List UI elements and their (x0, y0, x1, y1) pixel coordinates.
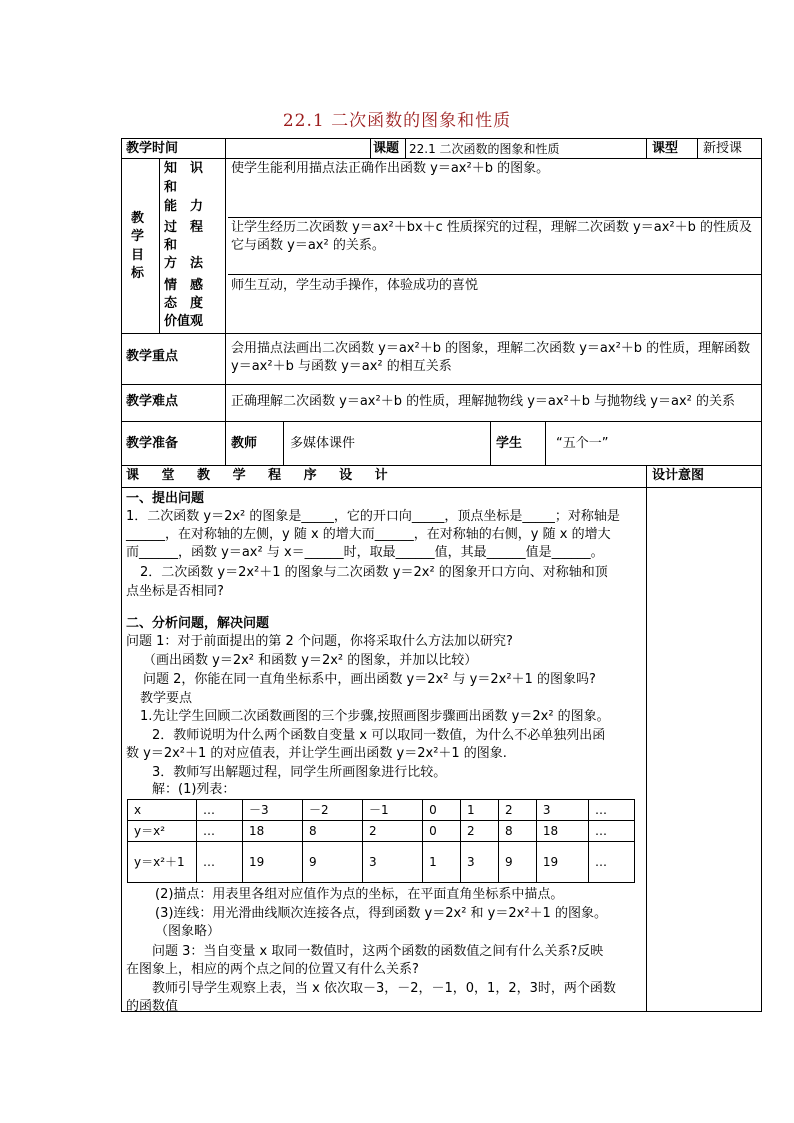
objective-process-text: 让学生经历二次函数 y＝ax²＋bx＋c 性质探究的过程，理解二次函数 y＝ax²＋b 的性质及它与函数 y＝ax² 的关系。 (231, 220, 753, 253)
student-label: 学生 (496, 436, 523, 451)
body-text: 2．教师说明为什么两个函数自变量 x 可以取同一数值，为什么不必单独列出函 (152, 728, 606, 743)
table-cell: 8 (498, 821, 536, 842)
objective-label-knowledge: 知 识 (164, 161, 204, 176)
table-cell: 18 (242, 821, 302, 842)
table-cell: y＝x² (128, 821, 197, 842)
body-text: 解：(1)列表： (152, 782, 236, 797)
row-divider (121, 465, 762, 466)
table-row (128, 800, 635, 821)
table-cell: … (588, 821, 634, 842)
table-cell: 19 (536, 842, 588, 883)
preparation-label: 教学准备 (126, 436, 179, 451)
objective-label-knowledge: 能 力 (164, 199, 204, 214)
type-label: 课型 (652, 141, 679, 156)
question-text: 点坐标是否相同? (126, 584, 224, 599)
objective-attitude-text: 师生互动，学生动手操作，体验成功的喜悦 (231, 278, 479, 293)
col-divider (646, 138, 647, 158)
col-divider (225, 158, 226, 421)
table-cell: x (128, 800, 197, 821)
objective-label-process: 方 法 (164, 256, 204, 271)
page-title: 22.1 二次函数的图象和性质 (282, 111, 512, 131)
row-divider (121, 421, 762, 422)
table-cell: －3 (242, 800, 302, 821)
table-cell: … (588, 842, 634, 883)
col-divider (545, 421, 546, 465)
body-text: 教学要点 (140, 691, 193, 706)
objective-label-process: 和 (164, 238, 178, 253)
teacher-value: 多媒体课件 (290, 436, 356, 451)
col-divider (697, 138, 698, 158)
body-text: 问题 2，你能在同一直角坐标系中，画出函数 y＝2x² 与 y＝2x²＋1 的图象吗? (143, 672, 596, 687)
table-cell: 19 (242, 842, 302, 883)
body-text: 的函数值 (126, 999, 179, 1014)
objectives-label: 标 (131, 266, 145, 281)
table-cell: 9 (498, 842, 536, 883)
question-text: ______，在对称轴的左侧，y 随 x 的增大而______，在对称轴的右侧，y 随 x 的增大 (126, 527, 611, 542)
col-divider (225, 421, 226, 465)
body-text: 1.先让学生回顾二次函数画图的三个步骤,按照画图步骤画出函数 y＝2x² 的图象。 (140, 709, 610, 724)
body-text: 3．教师写出解题过程，同学生所画图象进行比较。 (152, 765, 447, 780)
objective-knowledge-text: 使学生能利用描点法正确作出函数 y＝ax²＋b 的图象。 (231, 161, 550, 176)
table-cell: 18 (536, 821, 588, 842)
student-value: “五个一” (556, 436, 609, 451)
key-points-label: 教学重点 (126, 349, 179, 364)
body-text: （图象略） (155, 924, 221, 939)
table-row (128, 842, 635, 883)
table-cell: … (197, 800, 243, 821)
question-text: 而______，函数 y＝ax² 与 x＝______时，取最______值，其最______值是______。 (126, 545, 604, 560)
row-divider (121, 158, 762, 159)
objective-label-process: 过 程 (164, 220, 204, 235)
table-cell: 0 (423, 821, 461, 842)
col-divider (159, 158, 160, 333)
table-cell: 1 (461, 800, 499, 821)
objective-label-attitude: 价值观 (164, 314, 204, 329)
section1-title: 一、提出问题 (126, 491, 205, 506)
objectives-label: 教 (131, 211, 145, 226)
body-text: （画出函数 y＝2x² 和函数 y＝2x² 的图象，并加以比较） (143, 653, 478, 668)
row-divider (228, 217, 762, 218)
col-divider (370, 138, 371, 158)
time-label: 教学时间 (126, 141, 179, 156)
body-text: 教师引导学生观察上表，当 x 依次取－3，－2，－1，0，1，2，3时，两个函数 (152, 981, 616, 996)
table-cell: 8 (303, 821, 363, 842)
body-text: 数 y＝2x²＋1 的对应值表，并让学生画出函数 y＝2x²＋1 的图象. (126, 746, 507, 761)
objective-label-knowledge: 和 (164, 180, 178, 195)
table-cell: 3 (461, 842, 499, 883)
table-cell: 3 (363, 842, 423, 883)
question-text: 2．二次函数 y＝2x²＋1 的图象与二次函数 y＝2x² 的图象开口方向、对称轴和顶 (140, 565, 608, 580)
table-cell: … (588, 800, 634, 821)
col-divider (283, 421, 284, 465)
question-text: 1．二次函数 y＝2x² 的图象是_____，它的开口向_____，顶点坐标是_____；对称轴是 (126, 509, 620, 524)
table-cell: 0 (423, 800, 461, 821)
row-divider (228, 274, 762, 275)
table-cell: －2 (303, 800, 363, 821)
teacher-label: 教师 (231, 436, 258, 451)
topic-label: 课题 (373, 141, 400, 156)
table-cell: 1 (423, 842, 461, 883)
objectives-label: 目 (131, 248, 145, 263)
procedure-heading: 课 堂 教 学 程 序 设 计 (126, 468, 397, 483)
col-divider (646, 465, 647, 1012)
table-cell: y＝x²＋1 (128, 842, 197, 883)
difficulties-label: 教学难点 (126, 394, 179, 409)
table-cell: … (197, 821, 243, 842)
body-text: 在图象上，相应的两个点之间的位置又有什么关系? (126, 962, 419, 977)
difficulties-text: 正确理解二次函数 y＝ax²＋b 的性质，理解抛物线 y＝ax²＋b 与抛物线 y＝ax² 的关系 (231, 394, 735, 409)
type-value: 新授课 (703, 141, 743, 156)
values-table (127, 799, 635, 883)
body-text: (3)连线：用光滑曲线顺次连接各点，得到函数 y＝2x² 和 y＝2x²＋1 的图象。 (155, 906, 607, 921)
table-row (128, 821, 635, 842)
design-heading: 设计意图 (652, 468, 705, 483)
table-cell: 2 (461, 821, 499, 842)
section2-title: 二、分析问题，解决问题 (126, 616, 270, 631)
table-cell: 2 (498, 800, 536, 821)
table-cell: 9 (303, 842, 363, 883)
row-divider (121, 333, 762, 334)
table-cell: … (197, 842, 243, 883)
body-text: 问题 1：对于前面提出的第 2 个问题，你将采取什么方法加以研究? (126, 634, 513, 649)
row-divider (121, 487, 762, 488)
body-text: 问题 3：当自变量 x 取同一数值时，这两个函数的函数值之间有什么关系?反映 (152, 944, 604, 959)
objective-label-attitude: 态 度 (164, 296, 204, 311)
col-divider (405, 138, 406, 158)
objective-label-attitude: 情 感 (164, 278, 204, 293)
table-cell: 2 (363, 821, 423, 842)
key-points-text: 会用描点法画出二次函数 y＝ax²＋b 的图象，理解二次函数 y＝ax²＋b 的性质，理解函数 y＝ax²＋b 与函数 y＝ax² 的相互关系 (231, 341, 751, 374)
row-divider (121, 384, 762, 385)
topic-value: 22.1 二次函数的图象和性质 (409, 142, 560, 156)
objectives-label: 学 (131, 229, 145, 244)
table-cell: －1 (363, 800, 423, 821)
col-divider (490, 421, 491, 465)
table-cell: 3 (536, 800, 588, 821)
col-divider (225, 138, 226, 158)
body-text: (2)描点：用表里各组对应值作为点的坐标，在平面直角坐标系中描点。 (155, 887, 564, 902)
